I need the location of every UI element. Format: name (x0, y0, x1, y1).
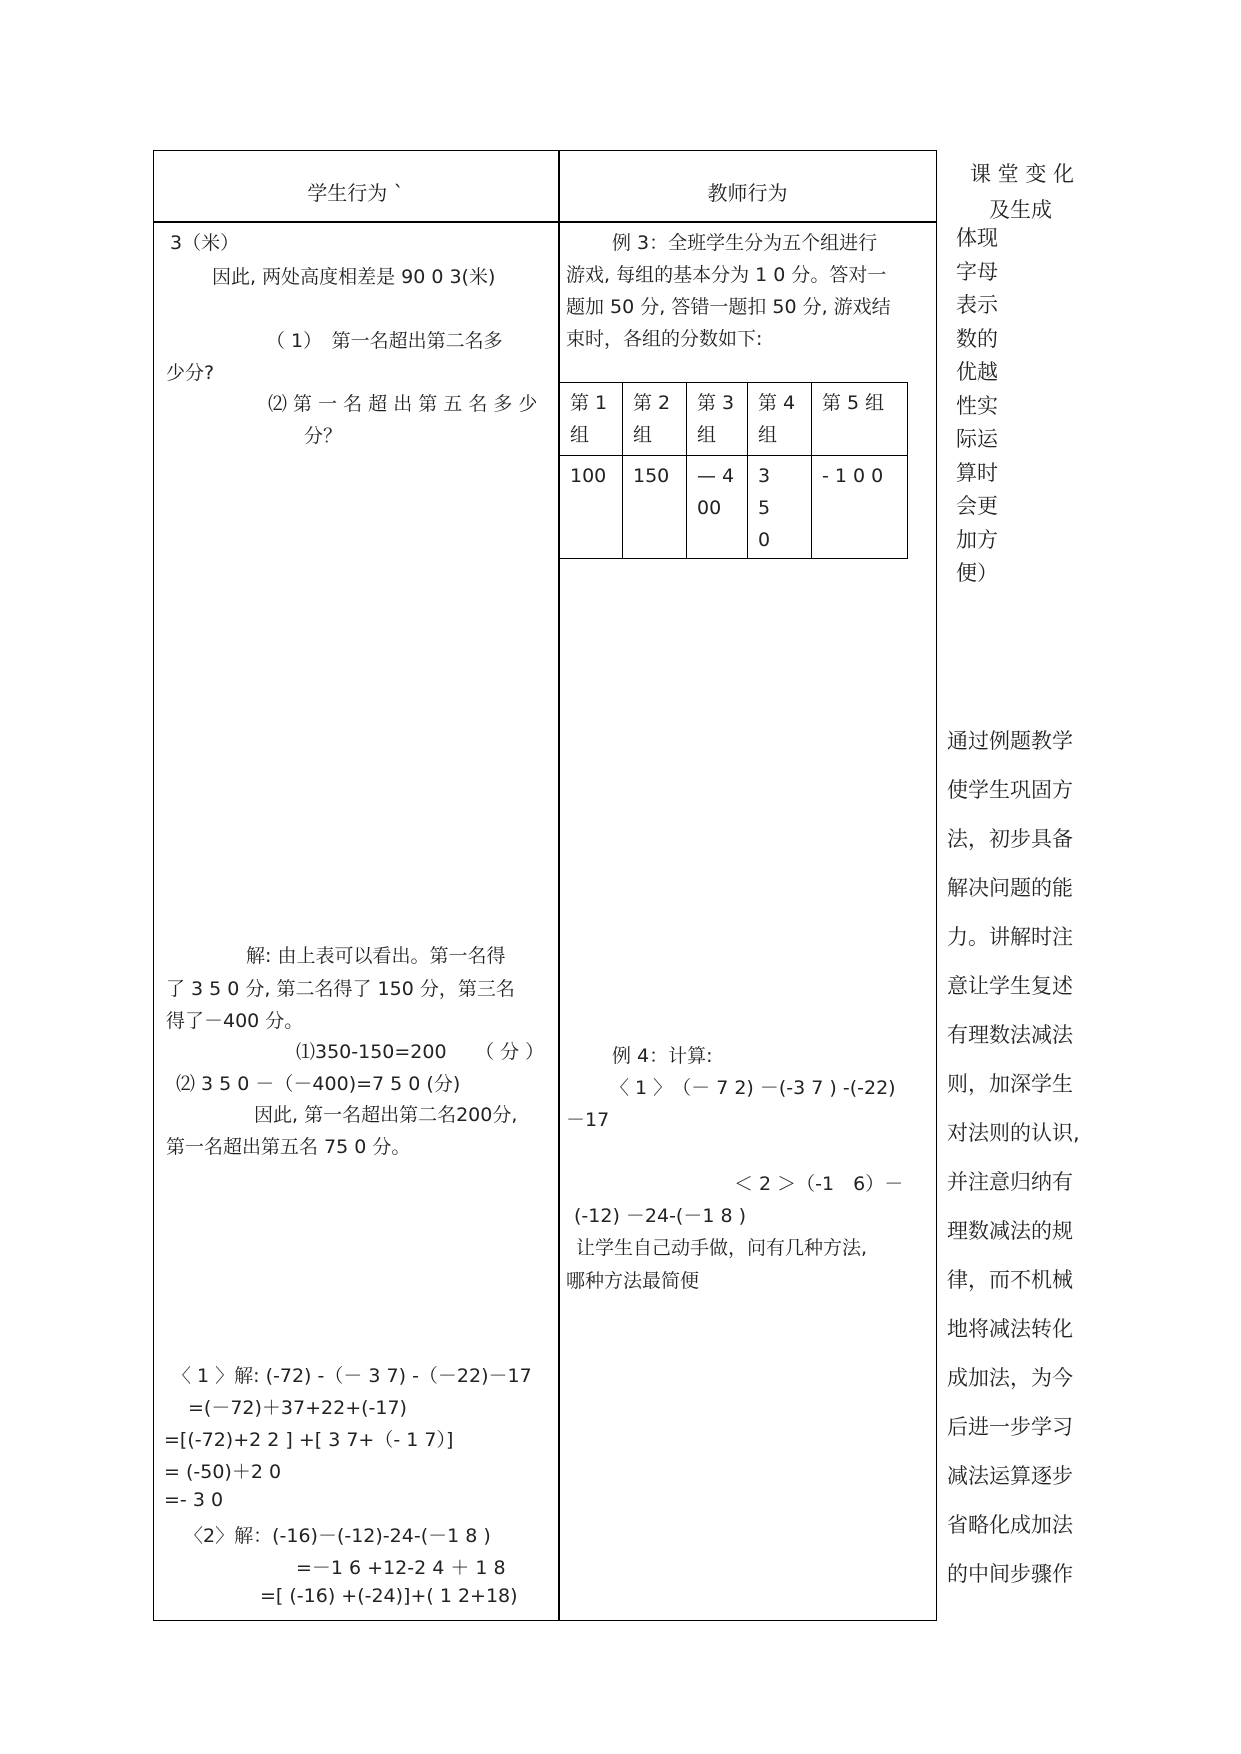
side-note-line: 意让学生复述 (947, 974, 1073, 998)
student-calculation: 〈 1 〉解: (-72) -（－ 3 7) -（－22)－17 (172, 1365, 532, 1387)
side-note-line: 通过例题教学 (947, 729, 1073, 753)
side-note-line: 对法则的认识, (947, 1121, 1080, 1145)
teacher-example-3: 束时，各组的分数如下: (566, 328, 763, 350)
student-solution: 第一名超出第五名 75 0 分。 (166, 1136, 411, 1158)
header-classroom-change: 课 堂 变 化 (970, 162, 1075, 186)
group-header-cell: 第 1 组 (560, 383, 623, 456)
student-question-2-cont: 分？ (304, 425, 343, 447)
side-note-line: 理数减法的规 (947, 1219, 1073, 1243)
student-calculation: 〈2〉解：(-16)－(-12)-24-(－1 8 ) (184, 1525, 491, 1547)
side-note-line: 并注意归纳有 (947, 1170, 1073, 1194)
group-header-cell: 第 5 组 (812, 383, 908, 456)
header-student-behavior: 学生行为 ` (307, 181, 404, 205)
teacher-example-3: 游戏, 每组的基本分为 1 0 分。答对一 (566, 264, 887, 286)
group-header-row (560, 383, 908, 456)
group-header-cell: 第 4 组 (748, 383, 812, 456)
student-calculation: =- 3 0 (164, 1489, 224, 1511)
side-note-line: 地将减法转化 (947, 1317, 1073, 1341)
side-note-line: 减法运算逐步 (947, 1464, 1073, 1488)
group-header-cell: 第 2 组 (623, 383, 687, 456)
student-calculation: =(－72)＋37+22+(-17) (188, 1397, 407, 1419)
student-question-2: ⑵ 第 一 名 超 出 第 五 名 多 少 (268, 393, 538, 415)
side-note-line: 省略化成加法 (947, 1513, 1073, 1537)
teacher-example-3: 题加 50 分, 答错一题扣 50 分, 游戏结 (566, 296, 891, 318)
group-score-cell: 100 (560, 456, 623, 559)
student-solution: ⑵ 3 5 0 －（－400)=7 5 0 (分) (176, 1073, 461, 1095)
teacher-example-4: (-12) －24-(－1 8 ) (574, 1205, 747, 1227)
side-note-line: 解决问题的能 (947, 876, 1073, 900)
side-note-line: 后进一步学习 (947, 1415, 1073, 1439)
student-text: 3（米） (170, 232, 240, 254)
student-solution: 得了－400 分。 (166, 1010, 304, 1032)
group-score-cell: — 400 (687, 456, 748, 559)
teacher-example-4: 例 4：计算: (612, 1045, 713, 1067)
student-text: 因此, 两处高度相差是 90 0 3(米) (212, 266, 496, 288)
student-question-1: （ 1） 第一名超出第二名多 (266, 330, 503, 352)
group-score-cell: - 1 0 0 (812, 456, 908, 559)
teacher-example-4: 哪种方法最简便 (566, 1270, 700, 1292)
teacher-example-4: 〈 1 〉 （－ 7 2) －(-3 7 ) -(-22) (610, 1077, 896, 1099)
teacher-example-3: 例 3：全班学生分为五个组进行 (612, 232, 878, 254)
student-calculation: =[(-72)+2 2 ] +[ 3 7+（- 1 7）] (164, 1429, 454, 1451)
side-note-line: 使学生巩固方 (947, 778, 1073, 802)
side-note-line: 律，而不机械 (947, 1268, 1073, 1292)
student-question-1-cont: 少分? (166, 362, 215, 384)
student-solution: ⑴350-150=200 （ 分 ） (296, 1041, 545, 1063)
student-calculation: = (-50)＋2 0 (164, 1461, 282, 1483)
side-note-line: 有理数法减法 (947, 1023, 1073, 1047)
group-score-cell: 150 (623, 456, 687, 559)
header-classroom-change-2: 及生成 (989, 198, 1052, 222)
side-vertical-note: 体现字母表示数的优越性实际运算时会更加方便） (956, 226, 998, 585)
side-note-line: 法，初步具备 (947, 827, 1073, 851)
group-header-cell: 第 3 组 (687, 383, 748, 456)
side-note-line: 成加法，为今 (947, 1366, 1073, 1390)
side-note-line: 力。讲解时注 (947, 925, 1073, 949)
teacher-example-4: 让学生自己动手做，问有几种方法, (576, 1237, 868, 1259)
group-score-row (560, 456, 908, 559)
teacher-example-4: －17 (566, 1109, 610, 1131)
group-score-table (559, 382, 908, 559)
student-solution: 解: 由上表可以看出。第一名得 (246, 945, 506, 967)
side-note-line: 的中间步骤作 (947, 1562, 1073, 1586)
student-solution: 了 3 5 0 分, 第二名得了 150 分，第三名 (166, 978, 515, 1000)
side-note-line: 则，加深学生 (947, 1072, 1073, 1096)
group-score-cell: 3 5 0 (748, 456, 812, 559)
header-divider (153, 221, 937, 223)
student-calculation: =[ (-16) +(-24)]+( 1 2+18) (260, 1585, 518, 1607)
student-calculation: =－1 6 +12-2 4 ＋ 1 8 (296, 1557, 506, 1579)
student-solution: 因此, 第一名超出第二名200分, (254, 1104, 518, 1126)
teacher-example-4: ＜ 2 ＞（-1 6）－ (734, 1173, 904, 1195)
column-divider (558, 150, 560, 1621)
header-teacher-behavior: 教师行为 (707, 181, 788, 205)
